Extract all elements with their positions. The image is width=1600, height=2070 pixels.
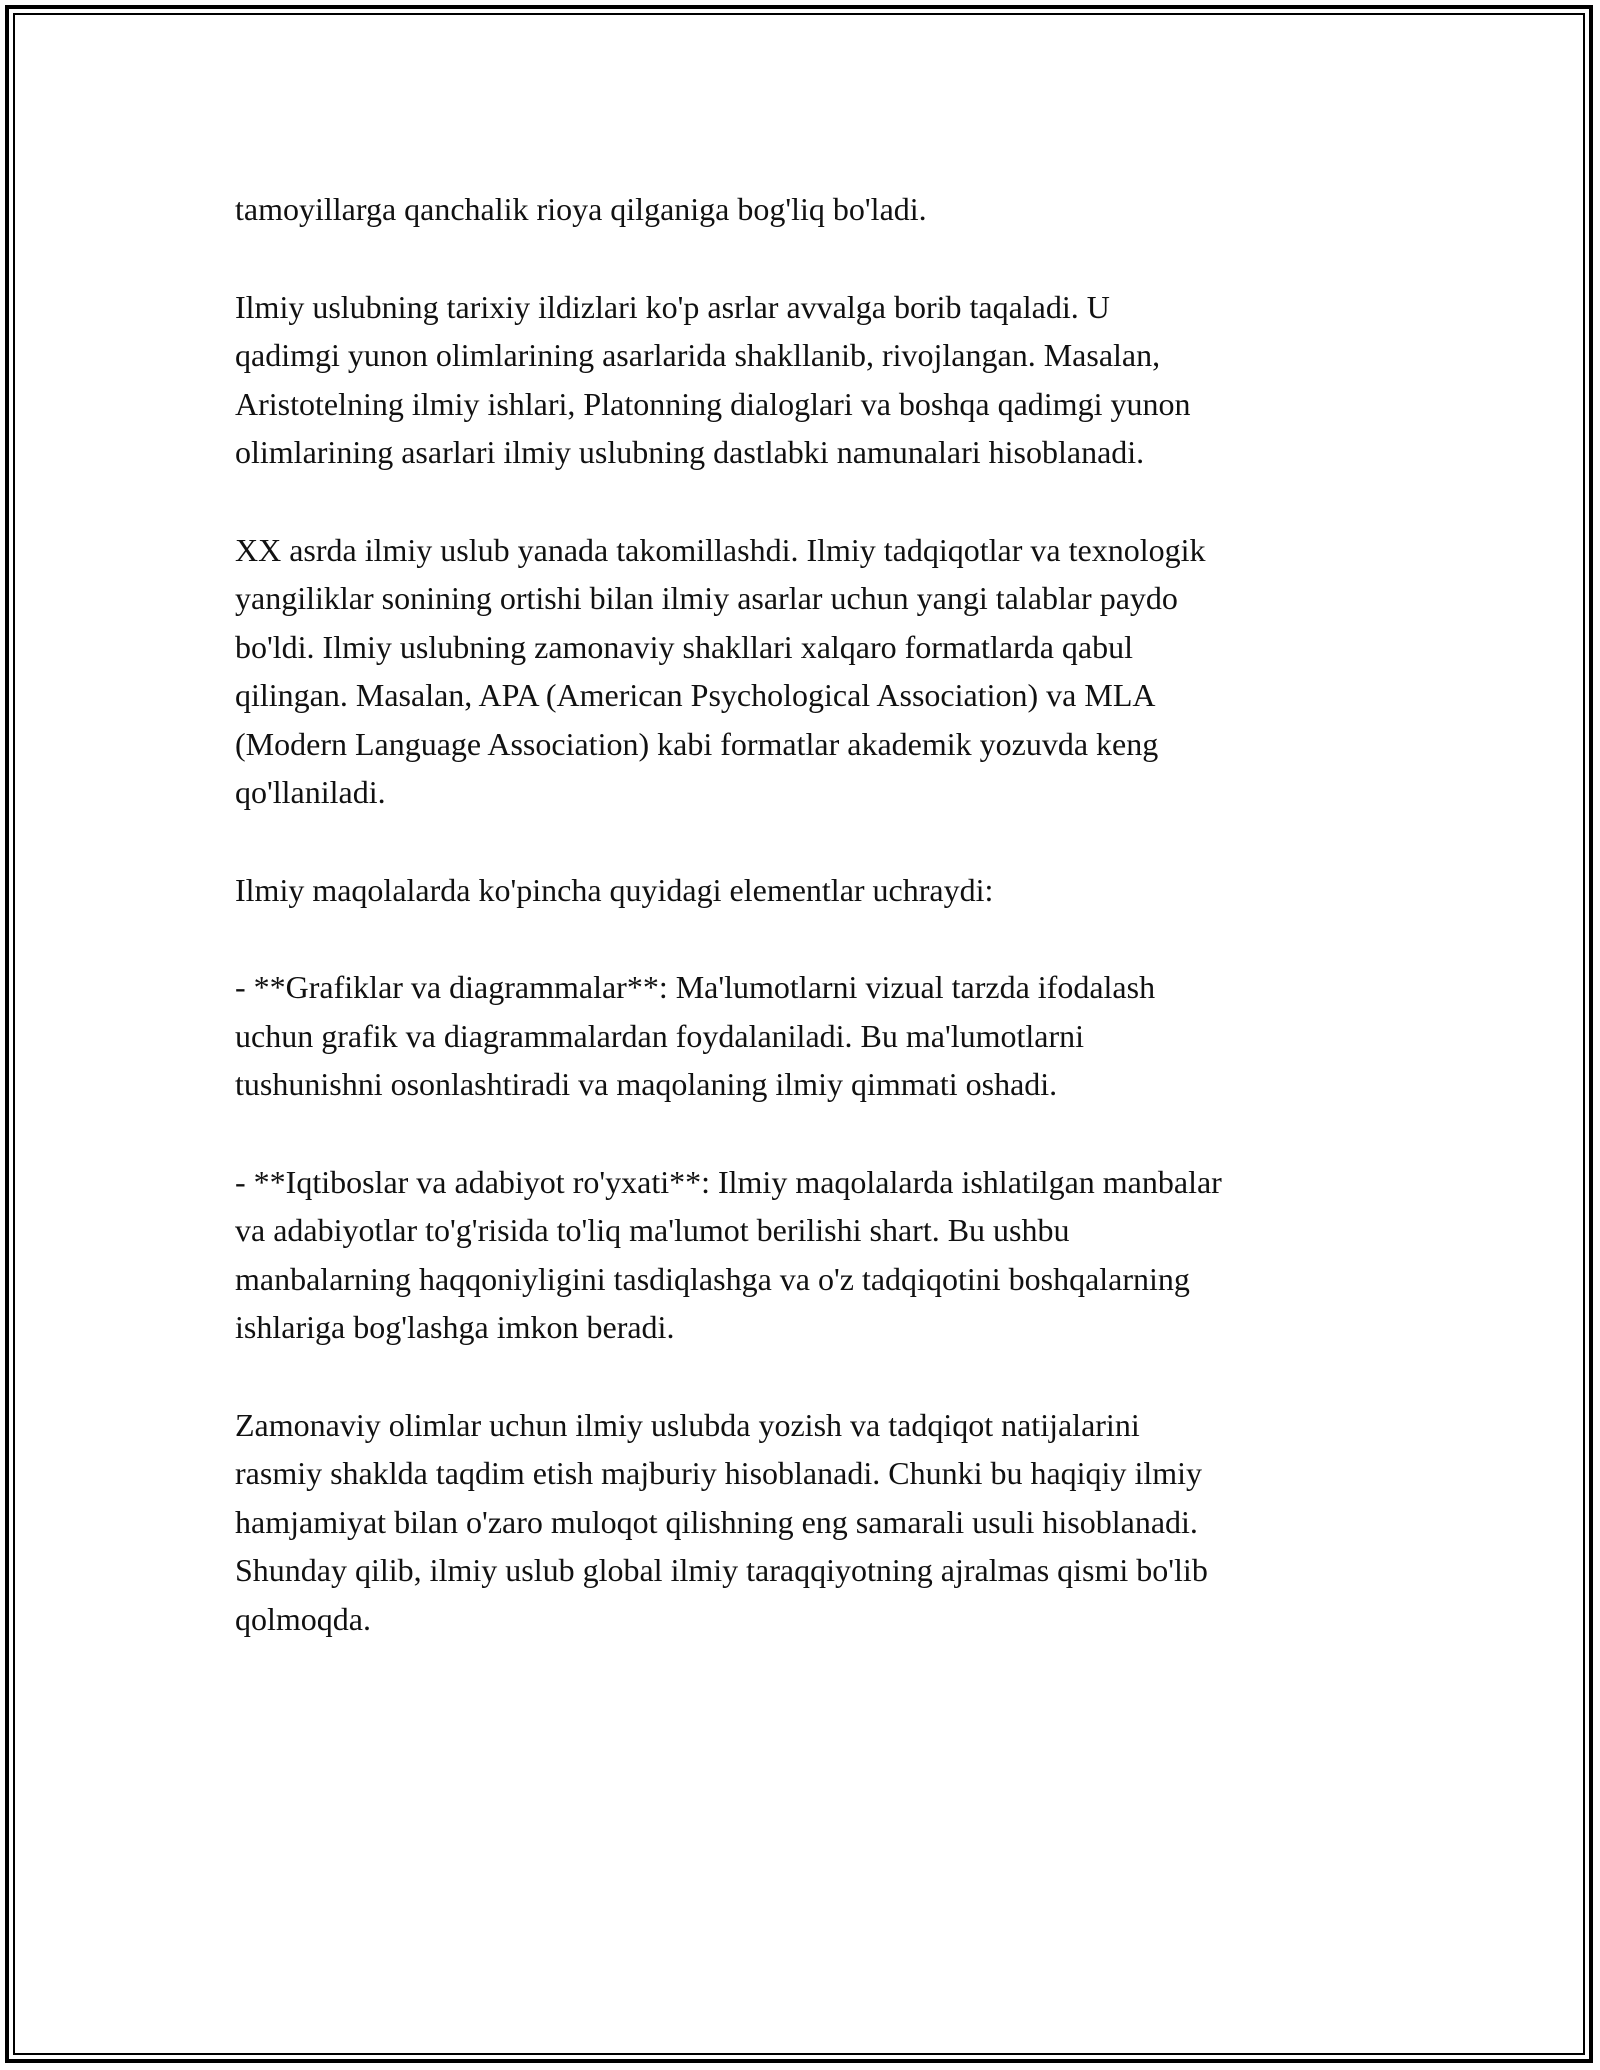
document-body [235, 185, 1375, 1692]
paragraph-continuation: tamoyillarga qanchalik rioya qilganiga bog'liq bo'ladi. [235, 191, 927, 227]
paragraph-conclusion: Zamonaviy olimlar uchun ilmiy uslubda yozish va tadqiqot natijalarini rasmiy shaklda taqdim etish majburiy hisoblanadi. Chunki bu haqiqiy ilmiy hamjamiyat bilan o'zaro muloqot qilishning eng samarali usuli hisoblanadi. Shunday qilib, ilmiy uslub global ilmiy taraqqiyotning ajralmas qismi bo'lib qolmoqda. [235, 1406, 1208, 1637]
list-item-citations-references: - **Iqtiboslar va adabiyot ro'yxati**: Ilmiy maqolalarda ishlatilgan manbalar va adabiyotlar to'g'risida to'liq ma'lumot berilishi shart. Bu ushbu manbalarning haqqoniyligini tasdiqlashga va o'z tadqiqotini boshqalarning ishlariga bog'lashga imkon beradi. [235, 1163, 1222, 1345]
list-item-charts-diagrams: - **Grafiklar va diagrammalar**: Ma'lumotlarni vizual tarzda ifodalash uchun grafik va diagrammalardan foydalaniladi. Bu ma'lumotlarni tushunishni osonlashtiradi va maqolaning ilmiy qimmati oshadi. [235, 969, 1156, 1102]
paragraph-historical-roots: Ilmiy uslubning tarixiy ildizlari ko'p asrlar avvalga borib taqaladi. U qadimgi yunon olimlarining asarlarida shakllanib, rivojlangan. Masalan, Aristotelning ilmiy ishlari, Platonning dialoglari va boshqa qadimgi yunon olimlarining asarlari ilmiy uslubning dastlabki namunalari hisoblanadi. [235, 288, 1191, 470]
paragraph-twentieth-century: XX asrda ilmiy uslub yanada takomillashdi. Ilmiy tadqiqotlar va texnologik yangiliklar sonining ortishi bilan ilmiy asarlar uchun yangi talablar paydo bo'ldi. Ilmiy uslubning zamonaviy shakllari xalqaro formatlarda qabul qilingan. Masalan, APA (American Psychological Association) va MLA (Modern Language Association) kabi formatlar akademik yozuvda keng qo'llaniladi. [235, 531, 1206, 810]
paragraph-elements-intro: Ilmiy maqolalarda ko'pincha quyidagi elementlar uchraydi: [235, 871, 994, 908]
